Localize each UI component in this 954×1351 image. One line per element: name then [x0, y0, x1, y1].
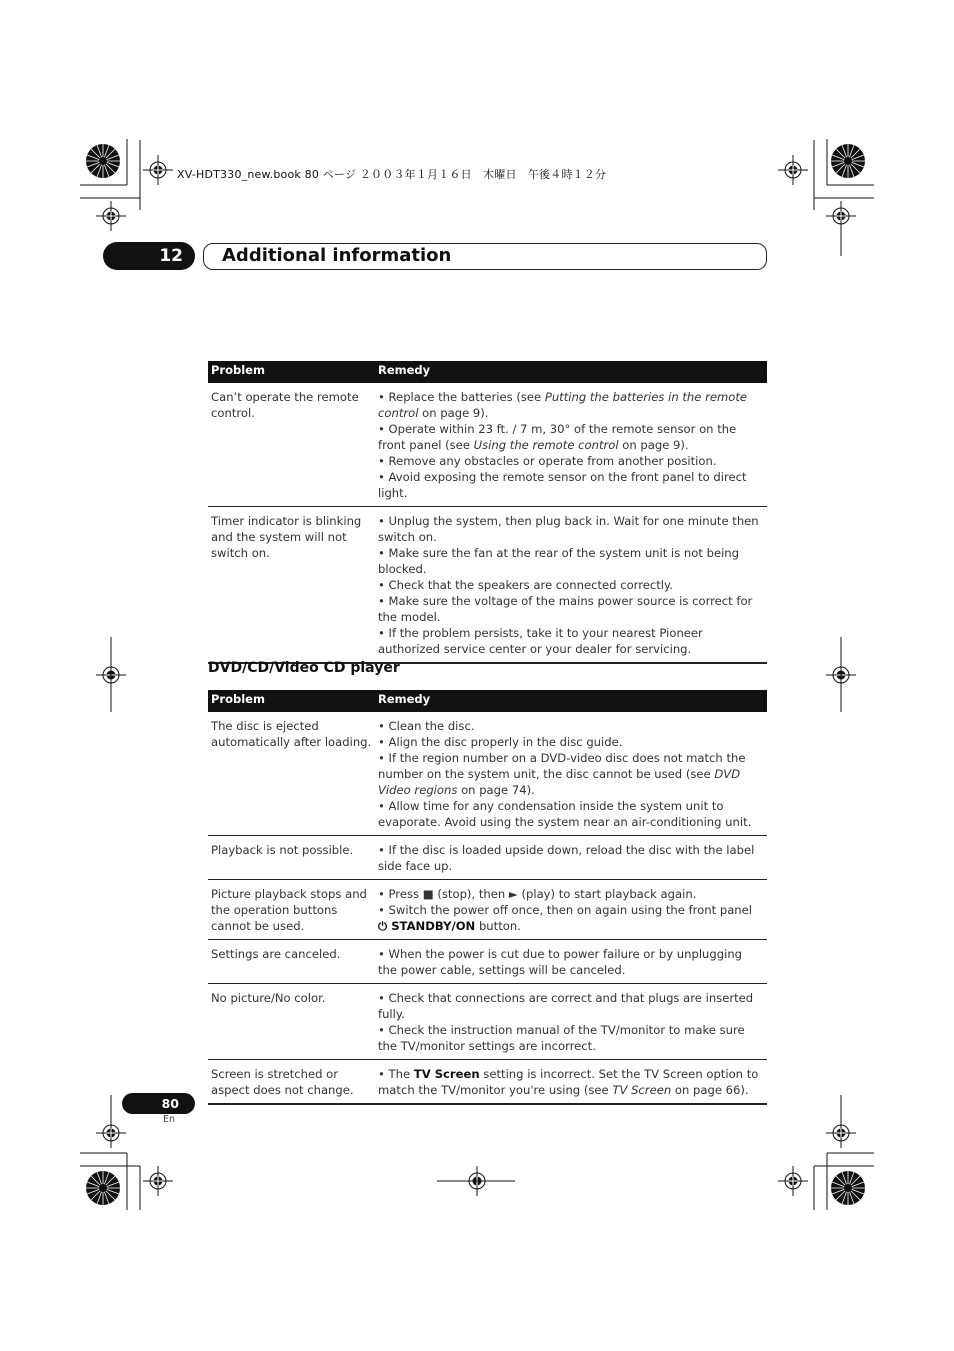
- registration-mark-icon: [96, 201, 126, 231]
- color-burst-icon: [86, 1171, 120, 1205]
- remedy-cell: [375, 1060, 767, 1105]
- remedy-item: • Clean the disc.: [378, 719, 475, 733]
- problem-cell: Can’t operate the remote control.: [208, 383, 375, 507]
- column-header-problem: Problem: [208, 361, 375, 383]
- color-burst-icon: [831, 1171, 865, 1205]
- remedy-item: • Avoid exposing the remote sensor on the front panel to direct light.: [378, 470, 747, 500]
- column-header-remedy: Remedy: [375, 361, 767, 383]
- problem-cell: No picture/No color.: [208, 984, 375, 1060]
- remedy-item: • Remove any obstacles or operate from another position.: [378, 454, 717, 468]
- remedy-item: • Replace the batteries (see Putting the batteries in the remote control on page 9).: [378, 390, 748, 420]
- problem-cell: Picture playback stops and the operation buttons cannot be used.: [208, 880, 375, 940]
- remedy-cell: [375, 836, 767, 880]
- problem-cell: Playback is not possible.: [208, 836, 375, 880]
- color-burst-icon: [831, 144, 865, 178]
- table-header-row: [208, 690, 767, 712]
- remedy-item: • If the region number on a DVD-video disc does not match the number on the system unit, the disc cannot be used (see DVD Video regions on page 74).: [378, 751, 746, 797]
- remedy-item: • Check that the speakers are connected correctly.: [378, 578, 673, 592]
- remedy-item: • Check that connections are correct and that plugs are inserted fully.: [378, 991, 754, 1021]
- remedy-cell: [375, 880, 767, 940]
- color-burst-icon: [86, 144, 120, 178]
- remedy-item: • Make sure the voltage of the mains power source is correct for the model.: [378, 594, 753, 624]
- problem-cell: Settings are canceled.: [208, 940, 375, 984]
- book-header: XV-HDT330_new.book 80 ページ ２００３年１月１６日 木曜日 午後４時１２分: [177, 168, 607, 181]
- table-row: [208, 1060, 767, 1105]
- remedy-item: • If the disc is loaded upside down, reload the disc with the label side face up.: [378, 843, 755, 873]
- cross-reference: TV Screen: [612, 1083, 672, 1097]
- cross-reference: Putting the batteries in the remote control: [378, 390, 748, 420]
- remedy-item: • Make sure the fan at the rear of the system unit is not being blocked.: [378, 546, 740, 576]
- table-row: [208, 984, 767, 1060]
- table-row: [208, 940, 767, 984]
- registration-mark-icon: [778, 1166, 808, 1196]
- table-row: [208, 836, 767, 880]
- remedy-item: • Press ■ (stop), then ► (play) to start playback again.: [378, 887, 697, 901]
- chapter-number: 12: [103, 242, 195, 270]
- table-row: [208, 712, 767, 836]
- table-row: [208, 383, 767, 507]
- remedy-item: • The TV Screen setting is incorrect. Set the TV Screen option to match the TV/monitor you're using (see TV Screen on page 66).: [378, 1067, 759, 1097]
- registration-mark-icon: [143, 1166, 173, 1196]
- section-heading: DVD/CD/Video CD player: [208, 660, 400, 676]
- registration-mark-icon: [143, 155, 173, 185]
- remedy-item: • If the problem persists, take it to your nearest Pioneer authorized service center or your dealer for servicing.: [378, 626, 703, 656]
- page-language: En: [163, 1114, 176, 1125]
- table-header-row: [208, 361, 767, 383]
- cross-reference: DVD Video regions: [378, 767, 741, 797]
- control-name: TV Screen: [413, 1067, 480, 1081]
- remedy-item: • Allow time for any condensation inside the system unit to evaporate. Avoid using the system near an air-conditioning unit.: [378, 799, 752, 829]
- problem-cell: Timer indicator is blinking and the system will not switch on.: [208, 507, 375, 664]
- registration-mark-icon: [826, 1118, 856, 1148]
- registration-mark-icon: [96, 1118, 126, 1148]
- remedy-cell: [375, 712, 767, 836]
- page-number: 80: [122, 1093, 195, 1114]
- remedy-cell: [375, 984, 767, 1060]
- chapter-title: Additional information: [222, 245, 452, 266]
- cross-reference: Using the remote control: [473, 438, 619, 452]
- remedy-item: • Unplug the system, then plug back in. Wait for one minute then switch on.: [378, 514, 759, 544]
- registration-mark-icon: [778, 155, 808, 185]
- remedy-item: • Check the instruction manual of the TV/monitor to make sure the TV/monitor settings are incorrect.: [378, 1023, 745, 1053]
- remedy-cell: [375, 383, 767, 507]
- problem-cell: Screen is stretched or aspect does not change.: [208, 1060, 375, 1105]
- remedy-item: • When the power is cut due to power failure or by unplugging the power cable, settings will be canceled.: [378, 947, 743, 977]
- problem-cell: The disc is ejected automatically after loading.: [208, 712, 375, 836]
- control-name: ⏻ STANDBY/ON: [378, 919, 476, 933]
- column-header-remedy: Remedy: [375, 690, 767, 712]
- remedy-item: • Align the disc properly in the disc guide.: [378, 735, 623, 749]
- remedy-item: • Switch the power off once, then on again using the front panel ⏻ STANDBY/ON button.: [378, 903, 753, 933]
- remedy-item: • Operate within 23 ft. / 7 m, 30° of the remote sensor on the front panel (see Using the remote control on page 9).: [378, 422, 737, 452]
- column-header-problem: Problem: [208, 690, 375, 712]
- table-row: [208, 507, 767, 664]
- troubleshooting-table-general: [208, 361, 767, 664]
- remedy-cell: [375, 940, 767, 984]
- table-row: [208, 880, 767, 940]
- remedy-cell: [375, 507, 767, 664]
- troubleshooting-table-dvd-player: [208, 690, 767, 1105]
